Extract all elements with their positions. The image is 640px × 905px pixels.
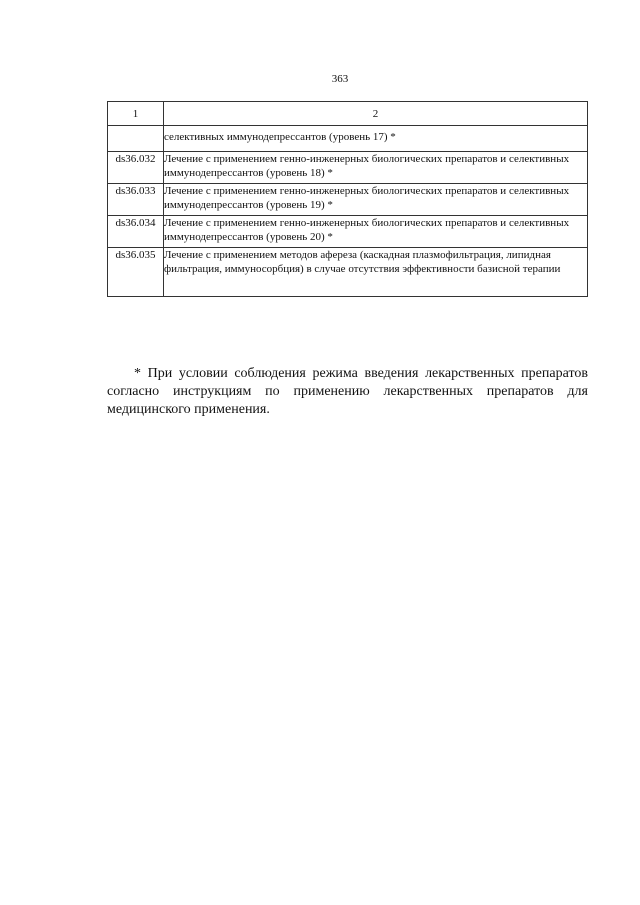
footnote: * При условии соблюдения режима введения лекарственных препаратов согласно инструкциям по применению лекарственных препаратов для медицинского применения. — [107, 366, 588, 417]
column-header: 2 — [164, 102, 588, 126]
table-row — [108, 126, 588, 152]
table-row — [108, 248, 588, 297]
row-description: Лечение с применением методов афереза (каскадная плазмофильтрация, липидная фильтрация, иммуносорбция) в случае отсутствия эффективности базисной терапии — [164, 248, 588, 297]
column-header: 1 — [108, 102, 164, 126]
row-description: Лечение с применением генно-инженерных биологических препаратов и селективных иммунодепрессантов (уровень 20) * — [164, 216, 588, 248]
row-code: ds36.035 — [108, 248, 164, 297]
row-code: ds36.033 — [108, 184, 164, 216]
table-header-row — [108, 102, 588, 126]
row-description: селективных иммунодепрессантов (уровень 17) * — [164, 126, 588, 152]
row-description: Лечение с применением генно-инженерных биологических препаратов и селективных иммунодепрессантов (уровень 18) * — [164, 152, 588, 184]
codes-table — [107, 101, 588, 297]
table-row — [108, 216, 588, 248]
row-code — [108, 126, 164, 152]
row-code: ds36.032 — [108, 152, 164, 184]
table-row — [108, 184, 588, 216]
row-code: ds36.034 — [108, 216, 164, 248]
row-description: Лечение с применением генно-инженерных биологических препаратов и селективных иммунодепрессантов (уровень 19) * — [164, 184, 588, 216]
table-row — [108, 152, 588, 184]
page-number: 363 — [331, 73, 349, 85]
